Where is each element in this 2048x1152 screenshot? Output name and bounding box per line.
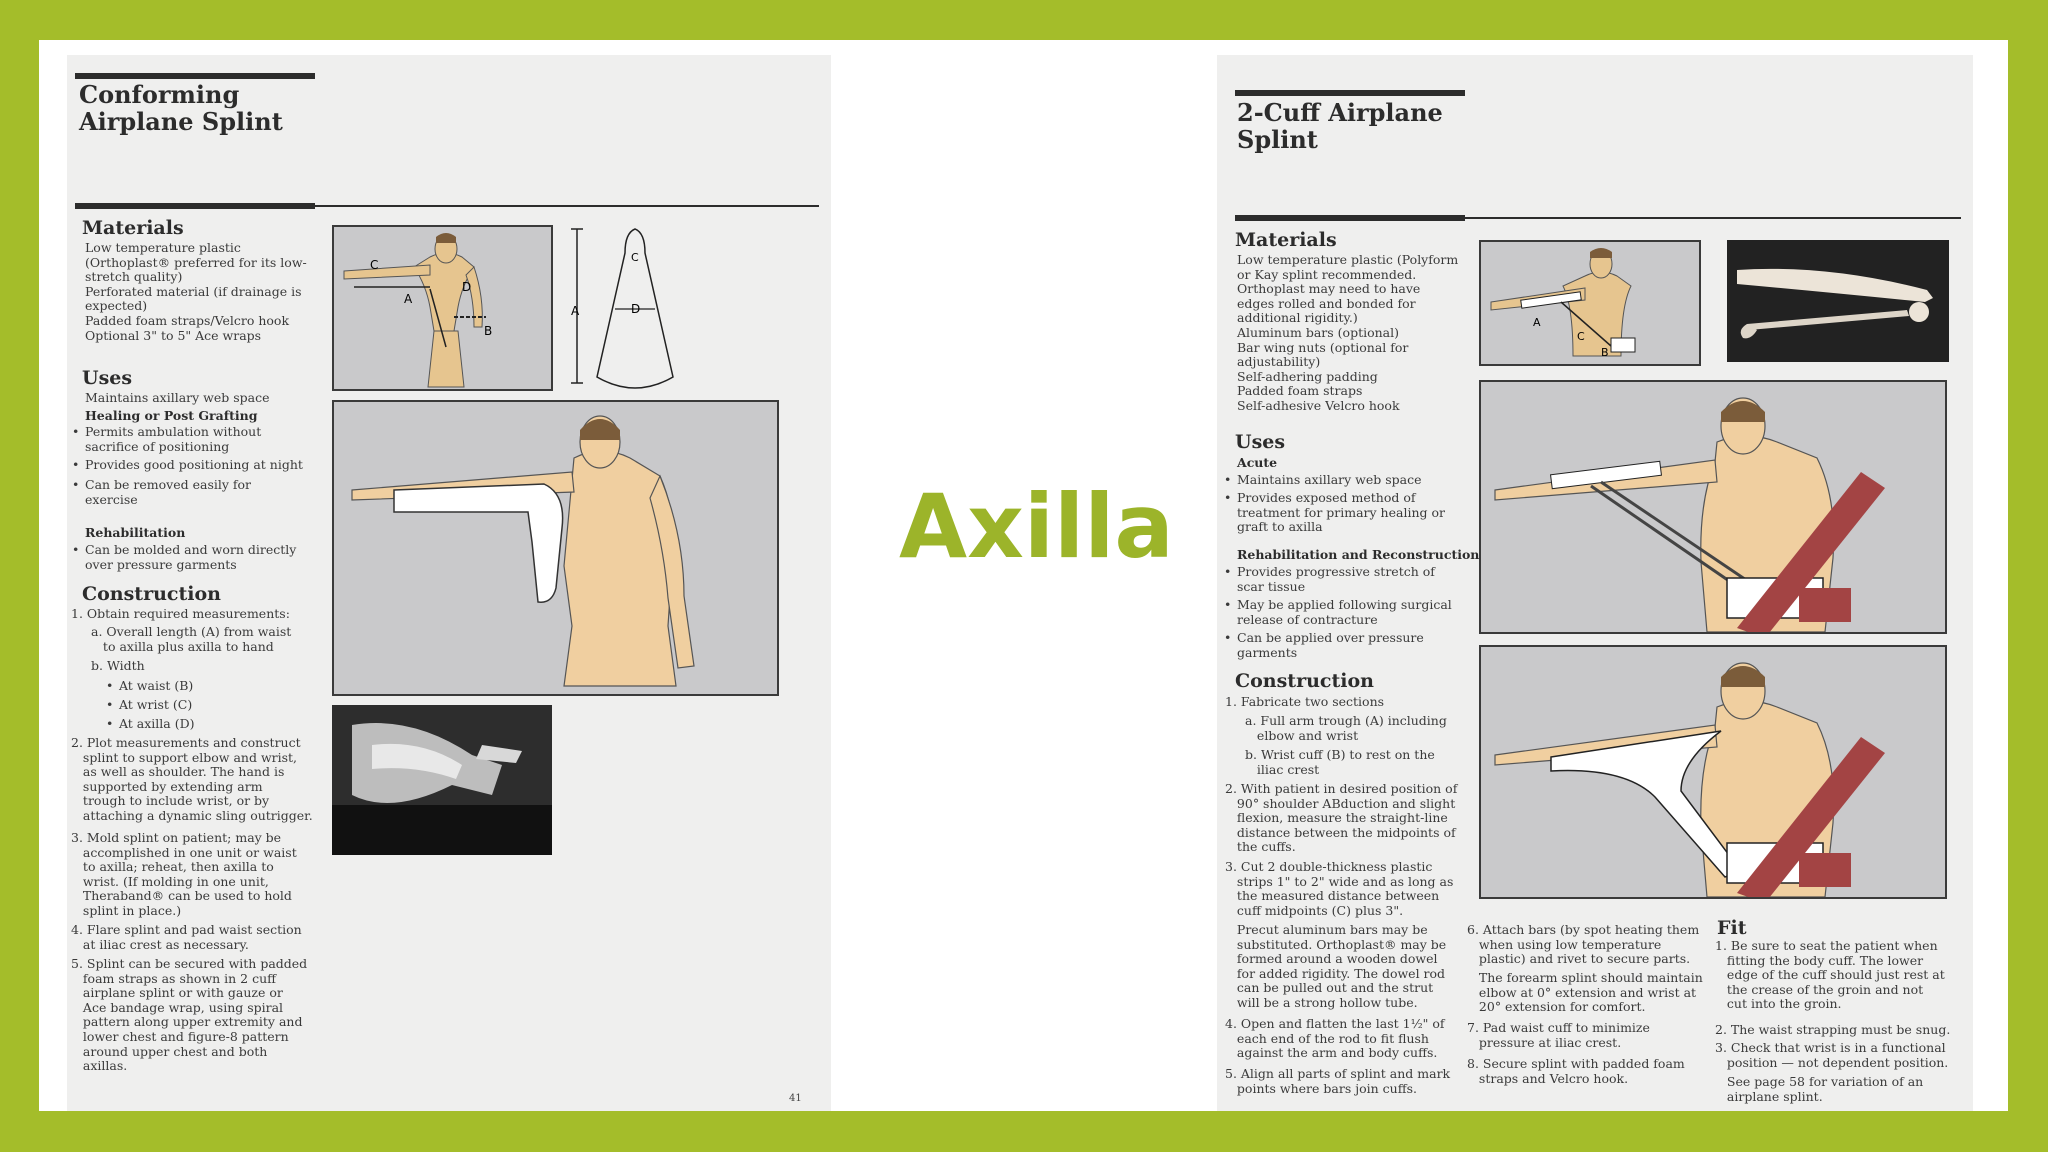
material-line: stretch quality) <box>85 269 183 285</box>
dowel-photo <box>1727 240 1949 362</box>
cuff-diagram <box>1479 240 1701 366</box>
uses-subheading: Rehabilitation <box>85 525 186 540</box>
splint-pattern-diagram <box>567 225 707 425</box>
title-rule <box>1235 90 1465 96</box>
construction-step: a. Overall length (A) from waist to axilla plus axilla to hand <box>91 624 292 654</box>
material-line: expected) <box>85 298 148 314</box>
construction-step: 4. Flare splint and pad waist section at iliac crest as necessary. <box>71 922 302 952</box>
uses-bullet: • Provides exposed method of treatment for primary healing or graft to axilla <box>1237 491 1445 535</box>
title-line-1: 2-Cuff Airplane <box>1237 98 1443 127</box>
construction-step: 1. Fabricate two sections <box>1225 694 1385 709</box>
label-b: B <box>484 324 493 338</box>
section-rule-thin <box>315 205 819 207</box>
slide <box>39 40 2008 1111</box>
cuff-label-c: C <box>1577 330 1585 343</box>
fit-step: 1. Be sure to seat the patient when fitting the body cuff. The lower edge of the cuff should just rest at the crease of the groin and not cut into the groin. <box>1715 938 1945 1012</box>
construction-step: 2. With patient in desired position of 90° shoulder ABduction and slight flexion, measure the straight-line distance between the midpoints of the cuffs. <box>1225 781 1458 855</box>
uses-subheading: Healing or Post Grafting <box>85 408 258 423</box>
materials-heading: Materials <box>1235 229 1337 251</box>
construction-step: 6. Attach bars (by spot heating them when using low temperature plastic) and rivet to secure parts. <box>1467 922 1700 967</box>
fit-heading: Fit <box>1717 917 1747 939</box>
title-rule <box>75 73 315 79</box>
section-rule-thin <box>1465 217 1961 219</box>
construction-step: a. Full arm trough (A) including elbow and wrist <box>1245 713 1447 743</box>
uses-line: Maintains axillary web space <box>85 390 270 405</box>
pattern-label-c: C <box>631 251 639 264</box>
uses-bullet: • Maintains axillary web space <box>1237 473 1422 488</box>
construction-step: 2. Plot measurements and construct splint to support elbow and wrist, as well as shoulder. The hand is supported by extending arm trough to include wrist, or by attaching a dynamic sling outrigger. <box>71 735 313 823</box>
uses-bullet: • Permits ambulation without sacrifice of positioning <box>85 425 261 454</box>
right-document-page <box>1217 55 1973 1111</box>
section-rule <box>75 203 315 209</box>
material-line: Padded foam straps/Velcro hook <box>85 312 290 328</box>
construction-step: 3. Mold splint on patient; may be accomplished in one unit or waist to axilla; reheat, then axilla to wrist. (If molding in one unit, Theraband® can be used to hold splint in place.) <box>71 830 297 918</box>
uses-bullet: • Can be applied over pressure garments <box>1237 631 1424 660</box>
construction-step: 5. Splint can be secured with padded foam straps as shown in 2 cuff airplane splint or with gauze or Ace bandage wrap, using spiral pattern along upper extremity and lower chest and figure-8 pattern around upper chest and both axillas. <box>71 956 308 1074</box>
two-cuff-illustration-1 <box>1479 380 1947 634</box>
pattern-label-d: D <box>631 302 641 316</box>
uses-heading: Uses <box>82 367 133 389</box>
construction-step: 3. Cut 2 double-thickness plastic strips 1" to 2" wide and as long as the measured distance between cuff midpoints (C) plus 3". <box>1225 859 1454 918</box>
construction-step: The forearm splint should maintain elbow at 0° extension and wrist at 20° extension for comfort. <box>1478 970 1703 1015</box>
construction-step: b. Wrist cuff (B) to rest on the iliac crest <box>1245 747 1435 777</box>
construction-heading: Construction <box>1235 670 1374 692</box>
construction-step: 5. Align all parts of splint and mark points where bars join cuffs. <box>1225 1066 1451 1096</box>
title-line-2: Airplane Splint <box>79 107 283 136</box>
fit-step: 2. The waist strapping must be snug. <box>1715 1022 1951 1037</box>
uses-subheading: Rehabilitation and Reconstruction <box>1237 547 1480 562</box>
construction-step: 1. Obtain required measurements: <box>71 606 290 621</box>
material-line: Optional 3" to 5" Ace wraps <box>85 327 262 343</box>
conforming-splint-illustration <box>332 400 779 696</box>
label-d: D <box>462 280 472 294</box>
two-cuff-illustration-2 <box>1479 645 1947 899</box>
label-a: A <box>404 292 413 306</box>
page-number: 41 <box>789 1093 802 1104</box>
measurement-figure <box>332 225 553 391</box>
fit-step: 3. Check that wrist is in a functional position — not dependent position. <box>1715 1040 1949 1070</box>
uses-bullet: • Provides progressive stretch of scar tissue <box>1237 565 1435 594</box>
width-item: • At wrist (C) <box>119 698 192 713</box>
fit-note: See page 58 for variation of an airplane splint. <box>1726 1074 1924 1104</box>
title-line-2: Splint <box>1237 125 1318 154</box>
width-item: • At waist (B) <box>119 679 193 694</box>
material-line: (Orthoplast® preferred for its low- <box>85 254 307 270</box>
pattern-label-a: A <box>571 304 580 318</box>
cuff-label-b: B <box>1601 346 1609 359</box>
splint-photo <box>332 705 552 855</box>
left-document-page <box>67 55 831 1111</box>
construction-step: Precut aluminum bars may be substituted. Orthoplast® may be formed around a wooden dowel for added rigidity. The dowel rod can be pulled out and the strut will be a strong hollow tube. <box>1236 922 1447 1010</box>
uses-bullet: • Can be removed easily for exercise <box>85 478 251 507</box>
uses-bullet: • Can be molded and worn directly over pressure garments <box>85 543 296 572</box>
section-rule <box>1235 215 1465 221</box>
label-c: C <box>370 258 379 272</box>
construction-heading: Construction <box>82 583 221 605</box>
uses-subheading: Acute <box>1237 455 1278 470</box>
material-line: Perforated material (if drainage is <box>85 283 302 299</box>
materials-list <box>85 241 315 343</box>
page-title <box>1237 99 1443 153</box>
construction-step: 4. Open and flatten the last 1½" of each end of the rod to fit flush against the arm and body cuffs. <box>1225 1016 1445 1061</box>
construction-step: b. Width <box>91 658 145 673</box>
uses-bullet: • Provides good positioning at night <box>85 458 303 473</box>
uses-bullet: • May be applied following surgical release of contracture <box>1237 598 1452 627</box>
construction-step: 7. Pad waist cuff to minimize pressure at iliac crest. <box>1467 1020 1650 1050</box>
slide-heading: Axilla <box>899 475 1174 578</box>
materials-text: Low temperature plastic (Polyform or Kay splint recommended. Orthoplast may need to have edges rolled and bonded for additional rigidity.) Aluminum bars (optional) Bar wing nuts (optional for adjustability) Self-adhering padding Padded foam straps Self-adhesive Velcro hook <box>1237 252 1459 413</box>
cuff-label-a: A <box>1533 316 1541 329</box>
page-title <box>79 81 283 135</box>
material-line: Low temperature plastic <box>85 240 241 255</box>
construction-step: 8. Secure splint with padded foam straps and Velcro hook. <box>1467 1056 1685 1086</box>
materials-heading: Materials <box>82 217 184 239</box>
width-item: • At axilla (D) <box>119 717 195 732</box>
title-line-1: Conforming <box>79 80 240 109</box>
uses-heading: Uses <box>1235 431 1286 453</box>
